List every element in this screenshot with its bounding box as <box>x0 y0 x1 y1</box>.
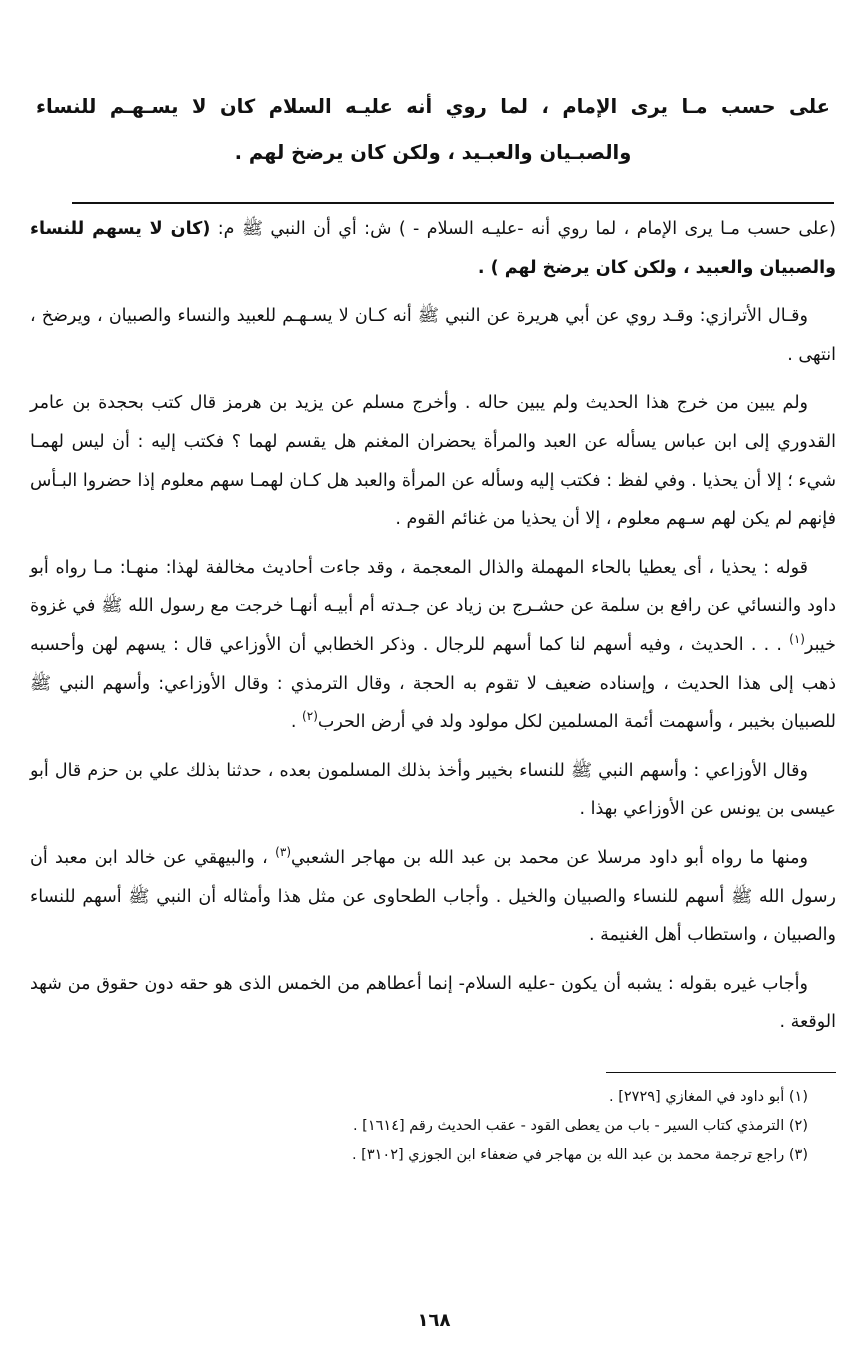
commentary-text: . . . الحديث ، وفيه أسهم لنا كما أسهم للرجال . وذكر الخطابي أن الأوزاعي قال : يسهم لهن وأحسبه ذهب إلى هذا الحديث ، وإسناده ضعيف لا تقوم به الحجة ، وقال الترمذي : وقال الأوزاعي: وأسهم النبي ﷺ للصبيان بخيبر ، وأسهمت أئمة المسلمين لكل مولود ولد في أرض الحرب <box>30 634 836 733</box>
matn-text: على حسب مـا يرى الإمام ، لما روي أنه عليـه السلام كان لا يسـهـم للنساء والصبـيان والعبـيد ، ولكن كان يرضخ لهم . <box>36 95 830 164</box>
commentary-text: قوله : يحذيا ، أى يعطيا بالحاء المهملة والذال المعجمة ، وقد جاءت أحاديث مخالفة لهذا: منهـا: مـا رواه أبو داود والنسائي عن رافع بن سلمة عن حشـرج بن زياد عن جـدته أم أبيـه أنهـا خرجت مع رسول الله ﷺ في غزوة خيبر <box>30 557 836 655</box>
commentary-matn-quote: (كان لا يسهم للنساء والصبيان والعبيد ، ولكن كان يرضخ لهم ) . <box>30 219 836 278</box>
footnote-1: (١) أبو داود في المغازي [٢٧٢٩] . <box>609 1088 808 1105</box>
commentary-paragraph-7: وأجاب غيره بقوله : يشبه أن يكون -عليه السلام- إنما أعطاهم من الخمس الذى هو حقه دون حقوق من شهد الوقعة . <box>30 973 836 1033</box>
footnotes <box>30 1083 836 1170</box>
footnote-3: (٣) راجع ترجمة محمد بن عبد الله بن مهاجر في ضعفاء ابن الجوزي [٣١٠٢] . <box>351 1146 808 1163</box>
commentary-text: ومنها ما رواه أبو داود مرسلا عن محمد بن عبد الله بن مهاجر الشعبي <box>291 847 809 868</box>
page-body <box>30 84 836 1170</box>
footnote-ref-1[interactable]: (١) <box>789 632 805 647</box>
commentary-text: . <box>290 712 303 733</box>
commentary-text: ، والبيهقي عن خالد ابن معبد أن رسول الله ﷺ أسهم للنساء والصبيان والخيل . وأجاب الطحاوى عن مثل هذا وأمثاله أن النبي ﷺ أسهم للنساء والصبيان ، واستطاب أهل الغنيمة . <box>30 847 836 946</box>
commentary-paragraph-3: ولم يبين من خرج هذا الحديث ولم يبين حاله . وأخرج مسلم عن يزيد بن هرمز قال كتب بحجدة بن عامر القدوري إلى ابن عباس يسأله عن العبد والمرأة يحضران المغنم هل يقسم لهما ؟ فكتب إليه : أن ليس لهمـا شيء ؛ إلا أن يحذيا . وفي لفظ : فكتب إليه وسأله عن المرأة والعبد هل كـان لهمـا سهم معلوم إذا حضروا البـأس فإنهم لم يكن لهم سـهم معلوم ، إلا أن يحذيا من غنائم القوم . <box>30 393 836 530</box>
page-number: ١٦٨ <box>417 1310 451 1331</box>
footnote-separator <box>606 1072 836 1073</box>
commentary-paragraph-4 <box>30 549 836 742</box>
footnote-2: (٢) الترمذي كتاب السير - باب من يعطى القود - عقب الحديث رقم [١٦١٤] . <box>352 1117 808 1134</box>
footnote-ref-2[interactable]: (٢) <box>302 709 318 724</box>
commentary-paragraph-2: وقـال الأترازي: وقـد روي عن أبي هريرة عن النبي ﷺ أنه كـان لا يسـهـم للعبيد والنساء والصبيان ، ويرضخ ، انتهى . <box>30 306 836 365</box>
commentary-segment: (على حسب مـا يرى الإمام ، لما روي أنه -عليـه السلام - ) ش: أي أن النبي ﷺ م: <box>210 219 836 239</box>
commentary-paragraph-5: وقال الأوزاعي : وأسهم النبي ﷺ للنساء بخيبر وأخذ بذلك المسلمون بعده ، حدثنا بذلك علي بن حزم قال أبو عيسى بن يونس عن الأوزاعي بهذا . <box>30 760 836 820</box>
commentary-paragraph-6 <box>30 839 836 955</box>
commentary <box>30 210 836 1042</box>
separator-rule <box>72 202 834 204</box>
commentary-paragraph-1 <box>30 210 836 287</box>
footnote-ref-3[interactable]: (٣) <box>275 845 291 860</box>
